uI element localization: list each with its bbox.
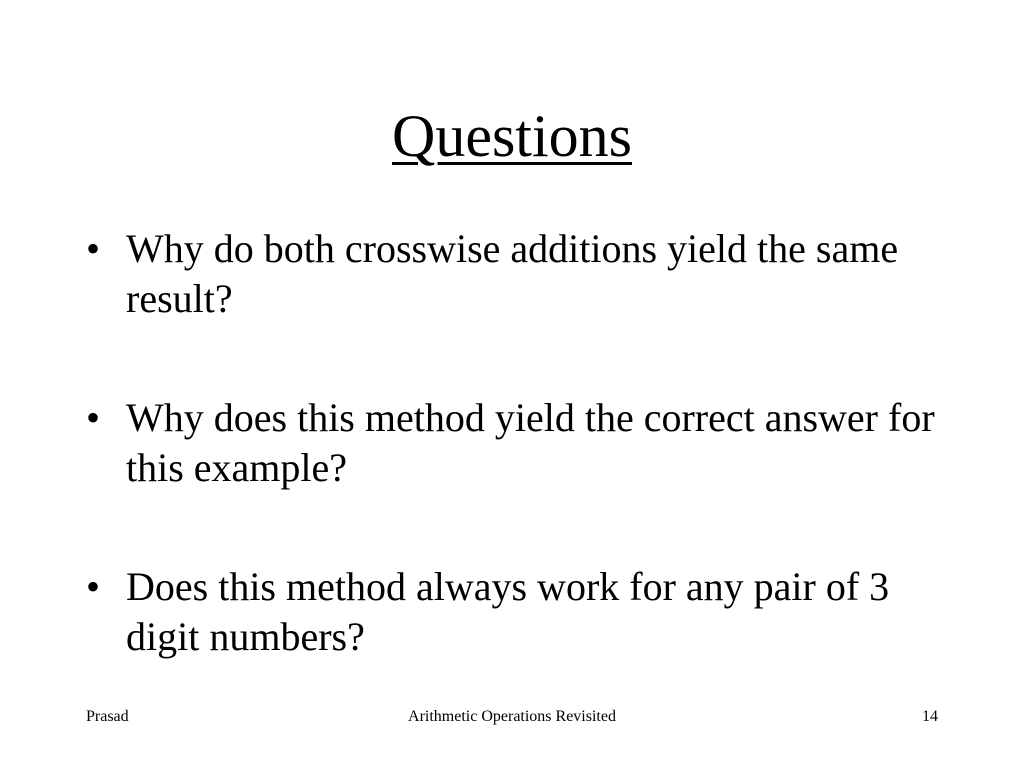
bullet-text: Does this method always work for any pair of 3 digit numbers? <box>126 564 890 659</box>
footer-deck-title: Arithmetic Operations Revisited <box>408 708 616 725</box>
bullet-icon: • <box>86 564 101 609</box>
footer-page-number: 14 <box>922 708 938 725</box>
bullet-item <box>86 224 946 324</box>
bullet-item <box>86 562 946 662</box>
bullet-icon: • <box>86 226 101 271</box>
bullet-text: Why do both crosswise additions yield the same result? <box>126 226 899 321</box>
bullet-list <box>86 224 946 662</box>
bullet-icon: • <box>86 395 101 440</box>
footer-author: Prasad <box>86 708 129 725</box>
bullet-item <box>86 393 946 493</box>
slide-title: Questions <box>392 103 632 169</box>
bullet-text: Why does this method yield the correct answer for this example? <box>126 395 935 490</box>
